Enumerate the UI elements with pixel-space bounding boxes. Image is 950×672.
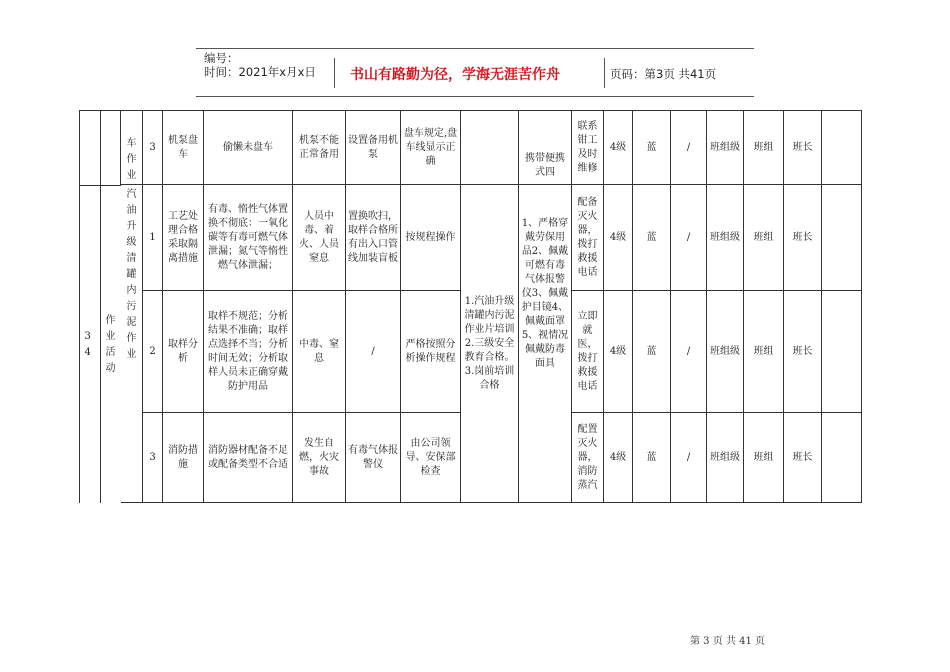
risk-grade: 4级: [604, 291, 633, 413]
control-level: 班组级: [707, 291, 744, 413]
emergency-measure: 配置灭火器，消防蒸汽: [572, 413, 604, 503]
risk-color: 蓝: [633, 291, 671, 413]
training-cell: [461, 111, 519, 185]
operation-name-cell: [121, 185, 143, 503]
consequence: 发生自燃，火灾事故: [293, 413, 346, 503]
operation-category-cell: [121, 111, 143, 185]
responsible-unit: 班组: [744, 185, 784, 291]
column-a-overlay: [80, 185, 100, 503]
risk-color: 蓝: [633, 413, 671, 503]
page-indicator: 页码：第3页 共41页: [610, 67, 717, 81]
hazard-description: 取样不规范；分析结果不准确；取样点选择不当；分析时间无效；分析取样人员未正确穿戴防护用品: [204, 291, 293, 413]
responsible-unit: 班组: [744, 111, 784, 185]
document-date: 时间：2021年x月x日: [204, 65, 316, 79]
step-number: 3: [143, 413, 163, 503]
responsible-person: 班长: [784, 291, 822, 413]
control-level: 班组级: [707, 413, 744, 503]
engineering-measure: 有毒气体报警仪: [346, 413, 401, 503]
control-level: 班组级: [707, 185, 744, 291]
header-top-rule: [196, 48, 754, 49]
blank-cell: [822, 291, 862, 413]
motto-banner: 书山有路勤为径，学海无涯苦作舟: [350, 67, 560, 83]
ppe-measure: 携带便携式四: [519, 111, 572, 185]
hazard-description: 有毒、惰性气体置换不彻底：一氧化碳等有毒可燃气体泄漏；氮气等惰性燃气体泄漏；: [204, 185, 293, 291]
responsible-person: 班长: [784, 413, 822, 503]
header-divider-left: [334, 58, 335, 88]
emergency-measure: 联系钳工及时维修: [572, 111, 604, 185]
operation-category-text: 车作业: [126, 138, 137, 181]
risk-color: 蓝: [633, 111, 671, 185]
engineering-measure: /: [346, 291, 401, 413]
step-number: 3: [143, 111, 163, 185]
slash-cell: /: [671, 185, 707, 291]
page-footer: 第 3 页 共 41 页: [690, 636, 765, 647]
management-measure: 严格按照分析操作规程: [401, 291, 461, 413]
consequence: 机泵不能正常备用: [293, 111, 346, 185]
engineering-measure: 置换吹扫，取样合格所有出入口管线加装盲板: [346, 185, 401, 291]
consequence: 人员中毒、着火、人员窒息: [293, 185, 346, 291]
step-number: 2: [143, 291, 163, 413]
risk-assessment-table: [79, 110, 862, 503]
table-row: [80, 185, 862, 291]
emergency-measure: 配备灭火器，拨打救援电话: [572, 185, 604, 291]
engineering-measure: 设置备用机泵: [346, 111, 401, 185]
risk-grade: 4级: [604, 185, 633, 291]
consequence: 中毒、窒息: [293, 291, 346, 413]
slash-cell: /: [671, 111, 707, 185]
column-b-overlay: [101, 185, 121, 503]
risk-grade: 4级: [604, 111, 633, 185]
hazard-description: 偷懒未盘车: [204, 111, 293, 185]
management-measure: 盘车规定,盘车线显示正确: [401, 111, 461, 185]
document-number-label: 编号：: [204, 51, 239, 65]
blank-cell: [822, 413, 862, 503]
operation-name-text: 汽油升级清罐内污泥作业: [126, 189, 137, 360]
responsible-person: 班长: [784, 185, 822, 291]
responsible-person: 班长: [784, 111, 822, 185]
responsible-unit: 班组: [744, 291, 784, 413]
slash-cell: /: [671, 291, 707, 413]
risk-grade: 4级: [604, 413, 633, 503]
training-measure: 1.汽油升级清罐内污泥作业片培训2.三级安全教育合格。3.岗前培训合格: [461, 185, 519, 503]
risk-color: 蓝: [633, 185, 671, 291]
header-bottom-rule: [196, 96, 754, 97]
activity-type: 作业活动: [105, 314, 116, 374]
slash-cell: /: [671, 413, 707, 503]
blank-cell: [822, 185, 862, 291]
emergency-measure: 立即就医，拨打救援电话: [572, 291, 604, 413]
sequence-number: 34: [84, 330, 91, 358]
management-measure: 由公司领导、安保部检查: [401, 413, 461, 503]
step-name: 消防措施: [163, 413, 204, 503]
step-name: 机泵盘车: [163, 111, 204, 185]
header-divider-right: [604, 58, 605, 88]
step-name: 工艺处理合格采取隔离措施: [163, 185, 204, 291]
ppe-measure-merged: 1、严格穿戴劳保用品2、佩戴可燃有毒气体报警仪3、佩戴护目镜4、佩戴面罩5、视情况佩戴防毒面具: [519, 185, 572, 503]
blank-cell: [822, 111, 862, 185]
management-measure: 按规程操作: [401, 185, 461, 291]
control-level: 班组级: [707, 111, 744, 185]
table-row: [80, 111, 862, 185]
step-name: 取样分析: [163, 291, 204, 413]
responsible-unit: 班组: [744, 413, 784, 503]
step-number: 1: [143, 185, 163, 291]
hazard-description: 消防器材配备不足或配备类型不合适: [204, 413, 293, 503]
